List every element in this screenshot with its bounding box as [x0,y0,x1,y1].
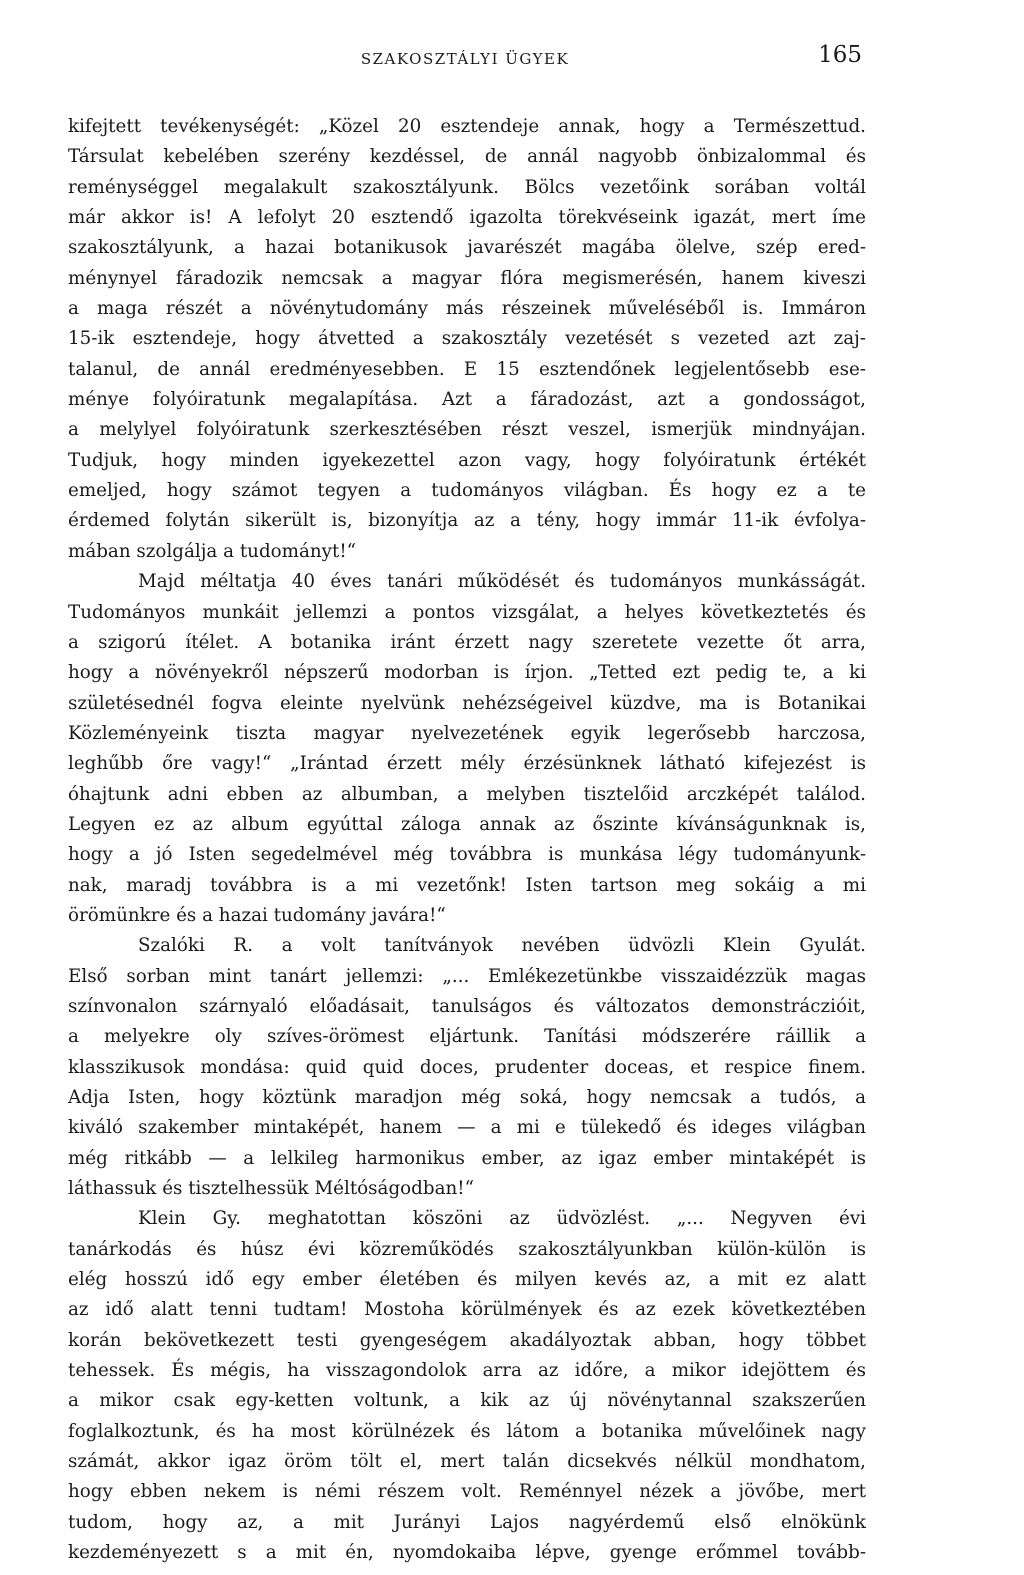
text-line: láthassuk és tisztelhessük Méltóságodban!“ [68,1178,474,1200]
text-line: tudom, hogy az, a mit Jurányi Lajos nagyérdemű első elnökünk [68,1511,866,1533]
text-line: Közleményeink tiszta magyar nyelvezetének egyik legerősebb harczosa, [68,722,866,744]
text-line: Adja Isten, hogy köztünk maradjon még soká, hogy nemcsak a tudós, a [68,1087,866,1108]
text-line: Legyen ez az album egyúttal záloga annak az őszinte kívánságunknak is, [68,813,866,835]
body-text [68,112,866,1569]
text-line: tanárkodás és húsz évi közreműködés szakosztályunkban külön-külön is [68,1238,866,1260]
text-line: hogy a növényekről népszerű modorban is írjon. „Tetted ezt pedig te, a ki [68,662,866,684]
text-line: talanul, de annál eredményesebben. E 15 esztendőnek legjelentősebb ese- [68,358,866,380]
text-line: emeljed, hogy számot tegyen a tudományos világban. És hogy ez a te [68,480,866,502]
text-line: Klein Gy. meghatottan köszöni az üdvözlést. „... Negyven évi [138,1208,866,1230]
text-line: Első sorban mint tanárt jellemzi: „... Emlékezetünkbe visszaidézzük magas [68,965,866,987]
text-line: a maga részét a növénytudomány más részeinek műveléséből is. Immáron [68,298,866,320]
text-line: még ritkább — a lelkileg harmonikus ember, az igaz ember mintaképét is [68,1147,866,1169]
text-line: már akkor is! A lefolyt 20 esztendő igazolta törekvéseink igazát, mert íme [68,207,866,229]
text-line: 15-ik esztendeje, hogy átvetted a szakosztály vezetését s vezeted azt zaj- [68,328,866,350]
text-line: ménye folyóiratunk megalapítása. Azt a fáradozást, azt a gondosságot, [68,389,866,411]
text-line: érdemed folytán sikerült is, bizonyítja az a tény, hogy immár 11-ik évfolya- [68,510,866,532]
text-line: Szalóki R. a volt tanítványok nevében üdvözli Klein Gyulát. [138,935,866,957]
text-line: foglalkoztunk, és ha most körülnézek és látom a botanika művelőinek nagy [68,1420,866,1442]
page-number: 165 [818,42,862,68]
text-line: Tudjuk, hogy minden igyekezettel azon vagy, hogy folyóiratunk értékét [68,449,866,471]
text-line: születésednél fogva eleinte nyelvünk nehézségeivel küzdve, ma is Botanikai [68,692,866,714]
text-line: óhajtunk adni ebben az albumban, a melyben tisztelőid arczképét találod. [68,783,866,805]
text-line: reménységgel megalakult szakosztályunk. Bölcs vezetőink sorában voltál [68,176,866,198]
text-line: ménynyel fáradozik nemcsak a magyar flóra megismerésén, hanem kiveszi [68,267,866,289]
text-line: elég hosszú idő egy ember életében és milyen kevés az, a mit ez alatt [68,1269,866,1291]
text-line: a melylyel folyóiratunk szerkesztésében részt veszel, ismerjük mindnyájan. [68,419,866,441]
text-line: kezdeményezett s a mit én, nyomdokaiba lépve, gyenge erőmmel tovább- [68,1542,866,1564]
text-line: kiváló szakember mintaképét, hanem — a mi e tülekedő és ideges világban [68,1117,866,1139]
text-line: kifejtett tevékenységét: „Közel 20 esztendeje annak, hogy a Természettud. [68,116,866,137]
text-line: klasszikusok mondása: quid quid doces, prudenter doceas, et respice finem. [68,1056,866,1078]
text-line: a melyekre oly szíves-örömest eljártunk. Tanítási módszerére ráillik a [68,1026,866,1048]
text-line: színvonalon szárnyaló előadásait, tanulságos és változatos demonstráczióit, [68,995,866,1017]
text-line: számát, akkor igaz öröm tölt el, mert talán dicsekvés nélkül mondhatom, [68,1451,866,1473]
text-line: örömünkre és a hazai tudomány javára!“ [68,904,446,926]
text-line: a szigorú ítélet. A botanika iránt érzett nagy szeretete vezette őt arra, [68,631,866,653]
page-header [68,42,862,74]
running-head: SZAKOSZTÁLYI ÜGYEK [360,50,570,68]
text-line: Társulat kebelében szerény kezdéssel, de annál nagyobb önbizalommal és [68,146,866,168]
text-line: a mikor csak egy-ketten voltunk, a kik az új növénytannal szakszerűen [68,1390,866,1412]
text-line: leghűbb őre vagy!“ „Irántad érzett mély érzésünknek látható kifejezést is [68,753,866,775]
text-line: korán bekövetkezett testi gyengeségem akadályoztak abban, hogy többet [68,1329,866,1351]
text-line: hogy ebben nekem is némi részem volt. Reménnyel nézek a jövőbe, mert [68,1481,866,1503]
text-line: Majd méltatja 40 éves tanári működését és tudományos munkásságát. [138,571,866,593]
text-line: hogy a jó Isten segedelmével még továbbra is munkása légy tudományunk- [68,844,866,866]
text-line: mában szolgálja a tudományt!“ [68,540,357,562]
text-line: tehessek. És mégis, ha visszagondolok arra az időre, a mikor idejöttem és [68,1360,866,1382]
text-line: szakosztályunk, a hazai botanikusok javarészét magába ölelve, szép ered- [68,237,866,259]
text-line: az idő alatt tenni tudtam! Mostoha körülmények és az ezek következtében [68,1299,866,1321]
text-line: nak, maradj továbbra is a mi vezetőnk! Isten tartson meg sokáig a mi [68,874,866,896]
text-line: Tudományos munkáit jellemzi a pontos vizsgálat, a helyes következtetés és [68,601,866,623]
